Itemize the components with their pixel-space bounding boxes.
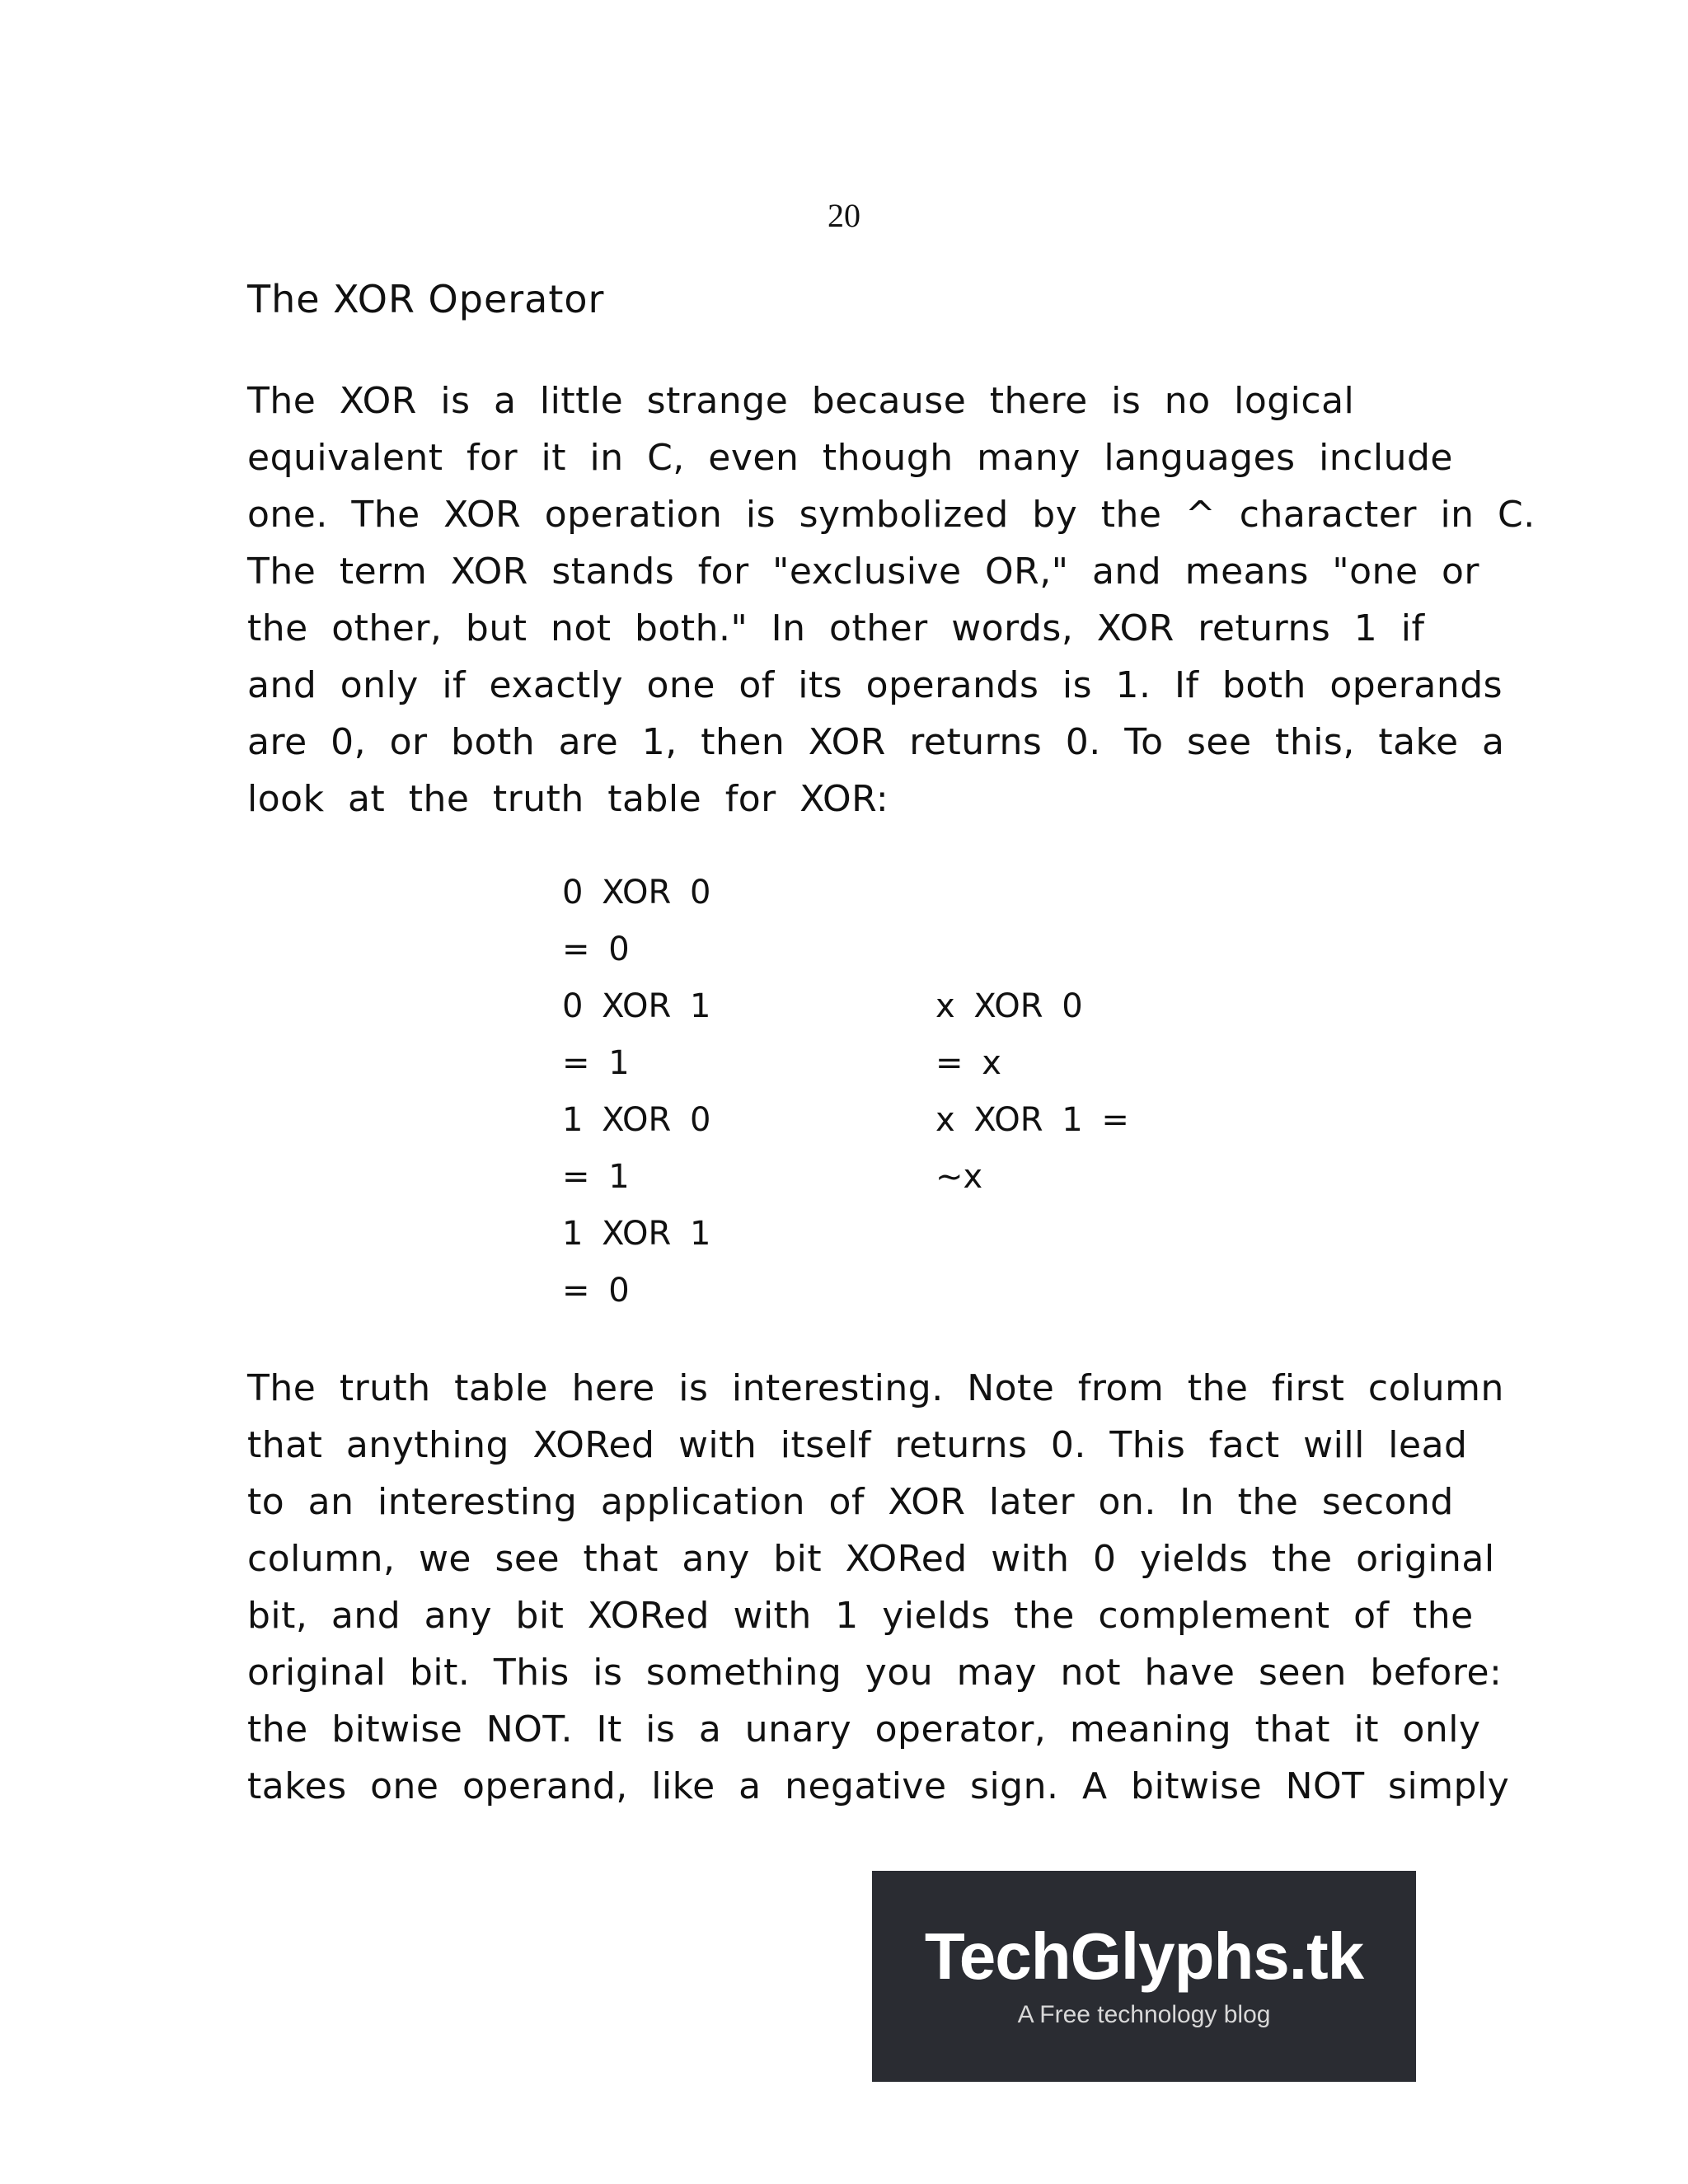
paragraph-line: look at the truth table for XOR: <box>247 778 889 820</box>
truth-table-entry: x XOR 0 <box>935 987 1083 1025</box>
truth-table-entry: 1 XOR 1 <box>562 1215 711 1253</box>
watermark-banner <box>872 1871 1416 2082</box>
paragraph-line: The truth table here is interesting. Note from the first column <box>247 1367 1504 1409</box>
truth-table-entry: 0 XOR 1 <box>562 987 711 1025</box>
paragraph-line: takes one operand, like a negative sign. A bitwise NOT simply <box>247 1765 1510 1807</box>
truth-table-column-2 <box>935 978 1129 1206</box>
paragraph-line: equivalent for it in C, even though many languages include <box>247 437 1453 479</box>
paragraph-line: to an interesting application of XOR later on. In the second <box>247 1481 1454 1523</box>
truth-table-entry: x XOR 1 = <box>935 1101 1129 1139</box>
truth-table-entry: = 0 <box>562 1272 630 1310</box>
paragraph-line: one. The XOR operation is symbolized by the ^ character in C. <box>247 494 1536 536</box>
truth-table-entry: 1 XOR 0 <box>562 1101 711 1139</box>
paragraph-line: are 0, or both are 1, then XOR returns 0. To see this, take a <box>247 721 1505 763</box>
paragraph-line: The term XOR stands for "exclusive OR," and means "one or <box>247 551 1480 593</box>
truth-table-entry: = x <box>935 1044 1001 1082</box>
watermark-title: TechGlyphs.tk <box>924 1919 1364 1993</box>
explanation-paragraph <box>247 1360 1510 1815</box>
page-number: 20 <box>828 197 860 234</box>
watermark-tagline: A Free technology blog <box>1017 2001 1271 2028</box>
paragraph-line: column, we see that any bit XORed with 0 yields the original <box>247 1538 1495 1580</box>
paragraph-line: the other, but not both." In other words, XOR returns 1 if <box>247 607 1425 649</box>
paragraph-line: that anything XORed with itself returns 0. This fact will lead <box>247 1424 1468 1466</box>
paragraph-line: The XOR is a little strange because there is no logical <box>247 380 1355 422</box>
truth-table-entry: ~x <box>935 1158 983 1196</box>
truth-table-entry: = 1 <box>562 1044 630 1082</box>
intro-paragraph <box>247 373 1536 827</box>
paragraph-line: the bitwise NOT. It is a unary operator, meaning that it only <box>247 1708 1481 1750</box>
truth-table-entry: = 1 <box>562 1158 630 1196</box>
section-heading: The XOR Operator <box>247 277 605 321</box>
paragraph-line: bit, and any bit XORed with 1 yields the complement of the <box>247 1595 1474 1637</box>
paragraph-line: original bit. This is something you may not have seen before: <box>247 1652 1503 1694</box>
paragraph-line: and only if exactly one of its operands is 1. If both operands <box>247 664 1503 706</box>
truth-table-entry: 0 XOR 0 <box>562 874 711 912</box>
truth-table-entry: = 0 <box>562 930 630 968</box>
truth-table-column-1 <box>562 865 710 1319</box>
